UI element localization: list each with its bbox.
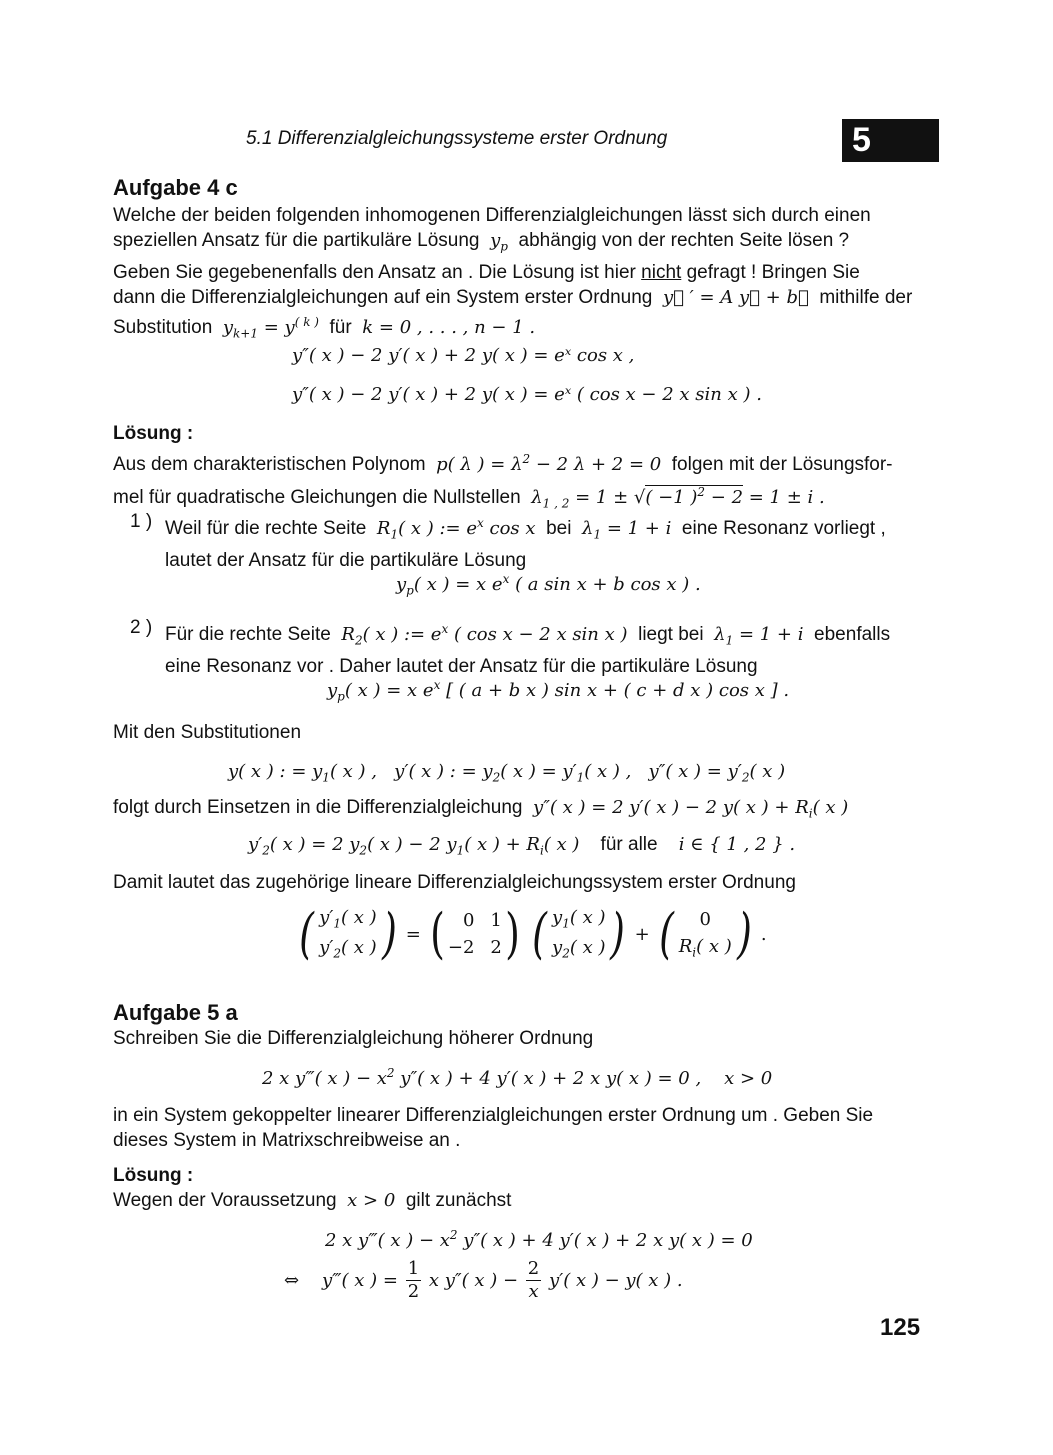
solution-intro: Aus dem charakteristischen Polynom p( λ ) = $\lambda^2 - 2$ λ + 2 = 0 folgen mit der Lösungsfor- mel für quadratische Gleichungen die Nullstellen $\lambda_{1 , 2} = 1$ ± √( −1 )$^2$ − 2 = 1 ± i . xyxy=(113,452,893,511)
equation-2: y″( x ) − 2 y′( x ) + 2 y( x ) = eˣ ( cos x − 2 x sin x ) . xyxy=(292,384,762,405)
einsetzen-line: folgt durch Einsetzen in die Differenzialgleichung y″( x ) = 2 y′( x ) − 2 y( x ) + $R_i$( x ) xyxy=(113,797,849,821)
matrix-system: ( $y'_1$( x ) $y'_2$( x ) ) = ( 0 1 −2 2 ) ( $y_1$( x ) $y_2$( x ) ) + ( 0 $R_i$( x ) ) . xyxy=(299,902,767,965)
solution-5a-eq1: 2 x y‴( x ) − $x^2$ y″( x ) + 4 y′( x ) + 2 x y( x ) = 0 xyxy=(325,1228,753,1251)
task-4c-title: Aufgabe 4 c xyxy=(113,175,238,200)
task-5a-text-2: in ein System gekoppelter linearer Differenzialgleichungen erster Ordnung um . Geben Sie dieses System in Matrixschreibweise an . xyxy=(113,1105,874,1151)
text-line: Welche der beiden folgenden inhomogenen Differenzialgleichungen lässt sich durch einen xyxy=(113,205,871,226)
damit-line: Damit lautet das zugehörige lineare Differenzialgleichungssystem erster Ordnung xyxy=(113,872,796,893)
page-number: 125 xyxy=(880,1314,921,1341)
item-1-text: Weil für die rechte Seite $R_1$( x ) := $e^x$ cos x bei $\lambda_1 = 1 + i$ eine Resonanz vorliegt , lautet der Ansatz für die partikuläre Lösung xyxy=(165,516,886,571)
system-equation: $y'_2$( x ) = 2 $y_2$( x ) − 2 $y_1$( x ) + $R_i$( x ) für alle i ∈ { 1 , 2 } . xyxy=(248,834,796,858)
solution-label: Lösung : xyxy=(113,423,194,444)
running-header: 5.1 Differenzialgleichungssysteme erster Ordnung xyxy=(246,128,668,149)
chapter-tab: 5 xyxy=(842,119,939,162)
equation-1: y″( x ) − 2 y′( x ) + 2 y( x ) = eˣ cos x , xyxy=(292,345,635,366)
task-5a-text-1: Schreiben Sie die Differenzialgleichung höherer Ordnung xyxy=(113,1028,594,1049)
ansatz-2: $y_p$( x ) = x $e^x$ [ ( a + b x ) sin x + ( c + d x ) cos x ] . xyxy=(327,678,790,704)
solution-5a-label: Lösung : xyxy=(113,1165,194,1186)
task-4c-text: Welche der beiden folgenden inhomogenen Differenzialgleichungen lässt sich durch einen speziellen Ansatz für die partikuläre Lösung $y_p$ abhängig von der rechten Seite lösen ? Geben Sie gegebenenfalls den Ansatz an . Die Lösung ist hier nicht gefragt ! Bringen Sie dann die Differenzialgleichungen auf ein System erster Ordnung y⃗ ′ = A y⃗ + b⃗ mithilfe der Substitution $y_{k+1} = y^{( k )}$ für k = 0 , . . . , n − 1 . xyxy=(113,203,939,346)
item-2-text: Für die rechte Seite $R_2$( x ) := $e^x$ ( cos x − 2 x sin x ) liegt bei $\lambda_1 = 1 + i$ ebenfalls eine Resonanz vor . Daher lautet der Ansatz für die partikuläre Lösung xyxy=(165,622,891,677)
substitution-equations: y( x ) : = $y_1$( x ) , y′( x ) : = $y_2$( x ) = $y'_1$( x ) , y″( x ) = $y'_2$( x ) xyxy=(228,761,786,785)
task-5a-equation: 2 x y‴( x ) − $x^2$ y″( x ) + 4 y′( x ) + 2 x y( x ) = 0 , x > 0 xyxy=(262,1066,773,1089)
ansatz-1: $y_p$( x ) = x $e^x$ ( a sin x + b cos x ) . xyxy=(396,572,701,598)
item-1-number: 1 ) xyxy=(130,511,153,532)
solution-5a-eq2: ⇔ y‴( x ) = $\frac{1}{2}$ x y″( x ) − $\frac{2}{x}$ y′( x ) − y( x ) . xyxy=(284,1258,683,1302)
solution-5a-intro: Wegen der Voraussetzung x > 0 gilt zunächst xyxy=(113,1190,512,1211)
item-2-number: 2 ) xyxy=(130,617,153,638)
task-5a-title: Aufgabe 5 a xyxy=(113,1000,238,1025)
substitution-intro: Mit den Substitutionen xyxy=(113,722,302,743)
